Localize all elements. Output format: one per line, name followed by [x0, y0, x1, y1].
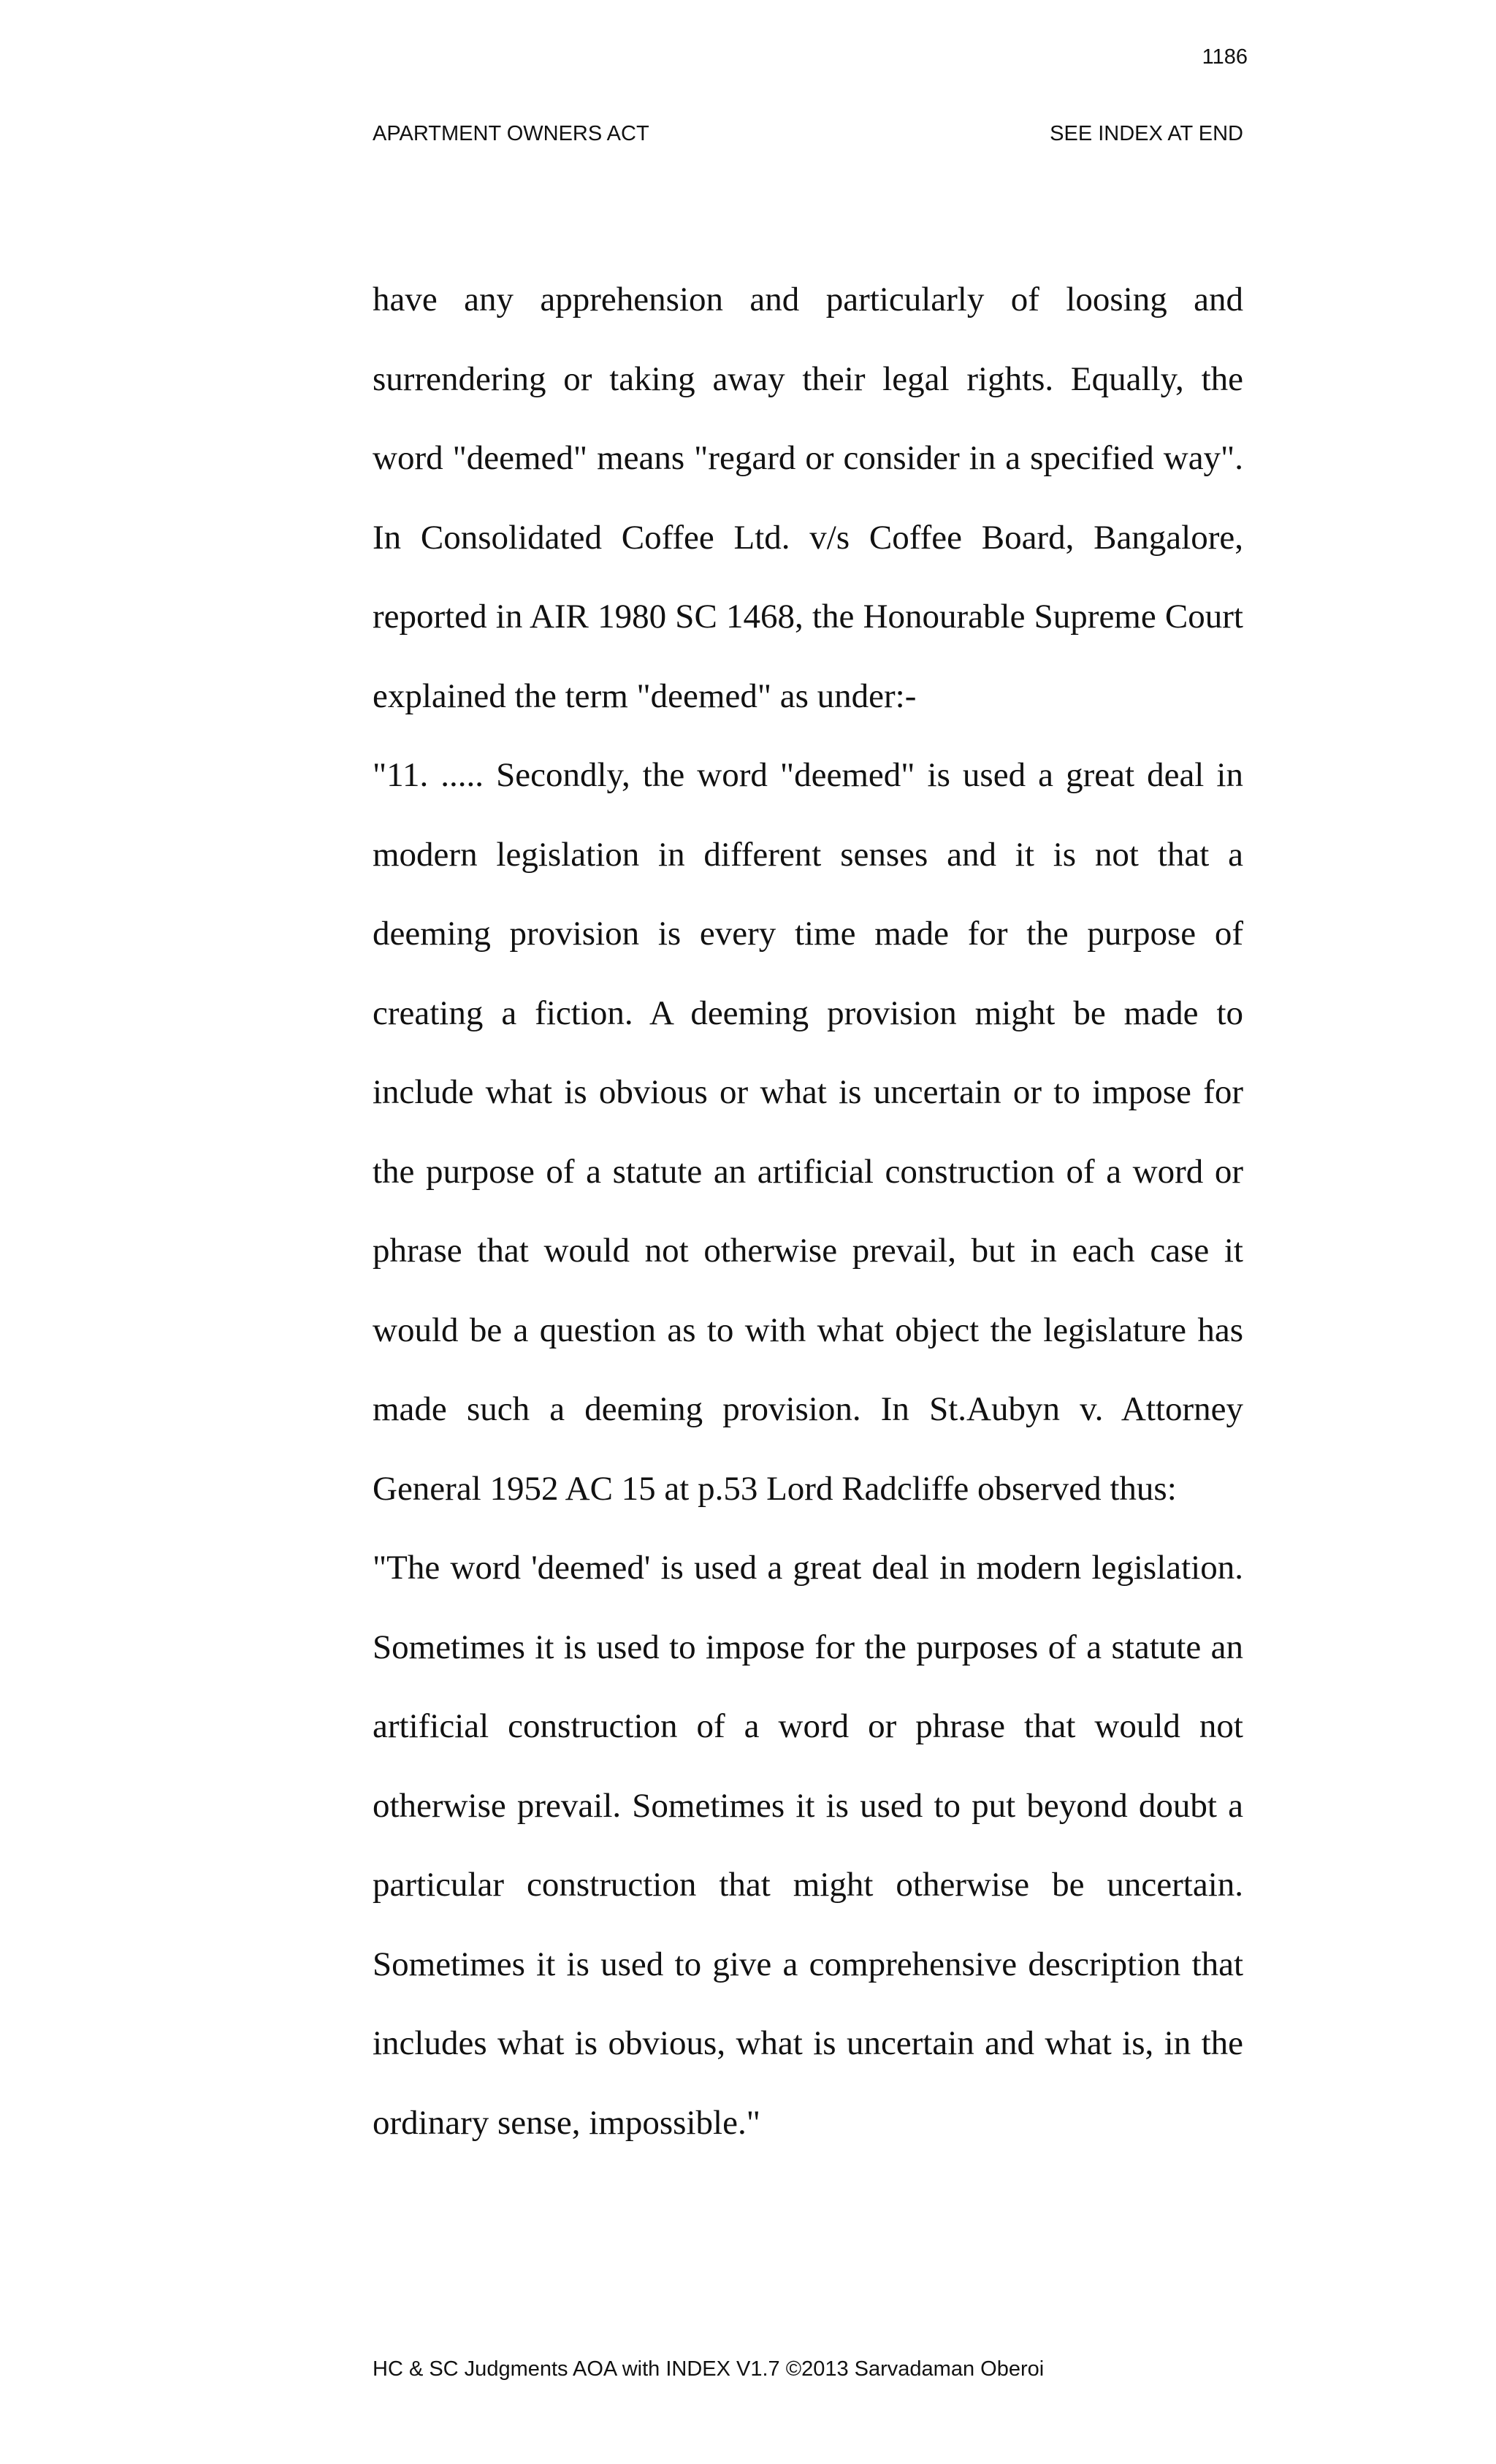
- page-footer: HC & SC Judgments AOA with INDEX V1.7 ©2013 Sarvadaman Oberoi: [373, 2357, 1045, 2381]
- running-header: [373, 121, 1243, 147]
- header-index-note: SEE INDEX AT END: [1050, 122, 1243, 145]
- document-body: [373, 260, 1243, 2162]
- quoted-paragraph: "11. ..... Secondly, the word "deemed" is used a great deal in modern legislation in different senses and it is not that a deeming provision is every time made for the purpose of creating a fiction. A deeming provision might be made to include what is obvious or what is uncertain or to impose for the purpose of a statute an artificial construction of a word or phrase that would not otherwise prevail, but in each case it would be a question as to with what object the legislature has made such a deeming provision. In St.Aubyn v. Attorney General 1952 AC 15 at p.53 Lord Radcliffe observed thus:: [373, 756, 1243, 1508]
- paragraph: have any apprehension and particularly of loosing and surrendering or taking away their legal rights. Equally, the word "deemed" means "regard or consider in a specified way". In Consolidated Coffee Ltd. v/s Coffee Board, Bangalore, reported in AIR 1980 SC 1468, the Honourable Supreme Court explained the term "deemed" as under:-: [373, 281, 1243, 715]
- header-title: APARTMENT OWNERS ACT: [373, 122, 649, 145]
- page-number: 1186: [1202, 45, 1248, 69]
- quoted-paragraph: "The word 'deemed' is used a great deal in modern legislation. Sometimes it is used to impose for the purposes of a statute an artificial construction of a word or phrase that would not otherwise prevail. Sometimes it is used to put beyond doubt a particular construction that might otherwise be uncertain. Sometimes it is used to give a comprehensive description that includes what is obvious, what is uncertain and what is, in the ordinary sense, impossible.": [373, 1549, 1243, 2142]
